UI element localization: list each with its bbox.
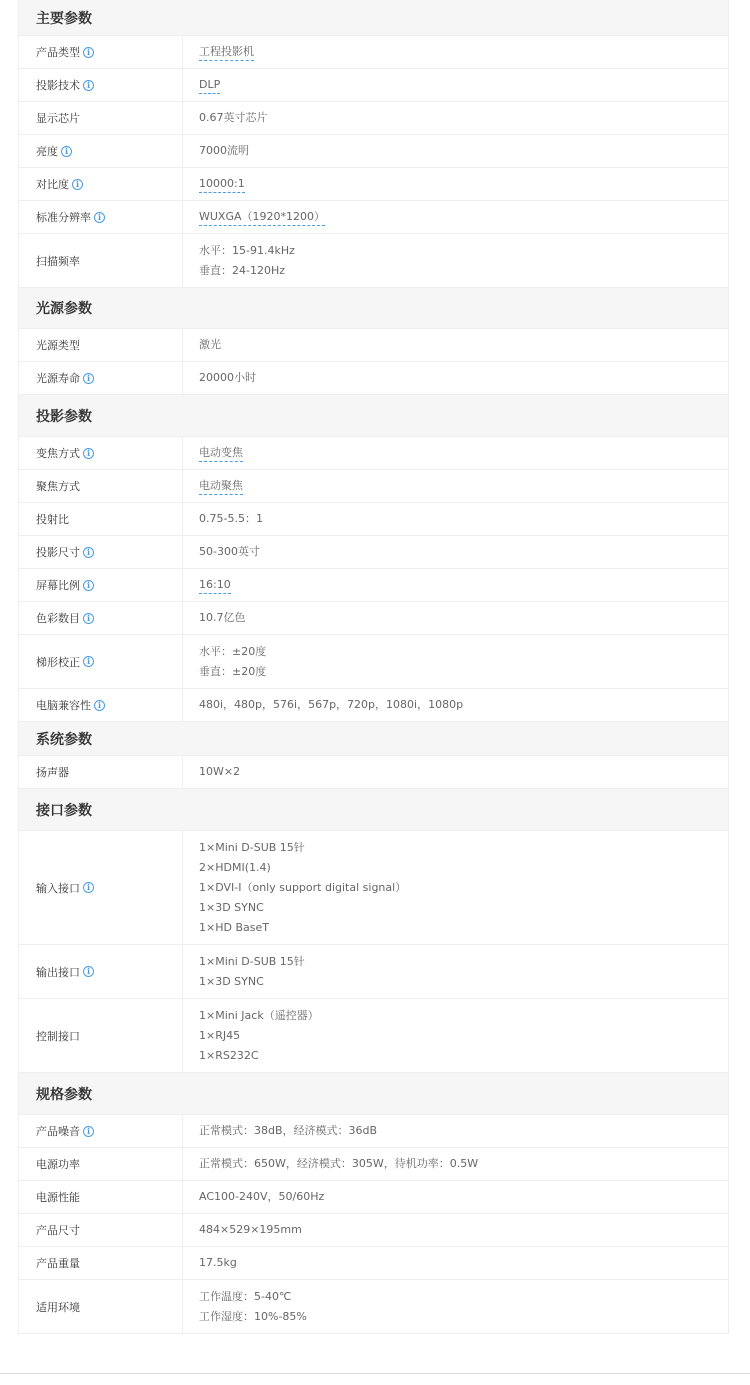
spec-key-label: 显示芯片 bbox=[36, 112, 80, 125]
spec-value-link[interactable]: 电动变焦 bbox=[199, 445, 243, 462]
info-icon[interactable]: i bbox=[61, 146, 72, 157]
spec-value-line: 垂直：±20度 bbox=[199, 664, 267, 678]
spec-row bbox=[19, 470, 728, 503]
spec-value-line: 水平：15-91.4kHz bbox=[199, 243, 295, 257]
info-icon[interactable]: i bbox=[83, 966, 94, 977]
info-icon[interactable]: i bbox=[83, 1126, 94, 1137]
spec-value-cell bbox=[183, 602, 728, 634]
spec-value-line: 1×Mini D-SUB 15针 bbox=[199, 840, 305, 854]
spec-key-label: 电脑兼容性 bbox=[36, 699, 91, 712]
spec-value-cell bbox=[183, 470, 728, 502]
spec-key-cell bbox=[19, 1214, 183, 1246]
section-header: 接口参数 bbox=[19, 789, 728, 831]
spec-key-label: 控制接口 bbox=[36, 1029, 80, 1043]
spec-row bbox=[19, 602, 728, 635]
section-header: 主要参数 bbox=[19, 0, 728, 36]
spec-value-line: 0.75-5.5：1 bbox=[199, 512, 263, 525]
spec-key-label: 投影技术 bbox=[36, 79, 80, 92]
spec-value-link[interactable]: 工程投影机 bbox=[199, 44, 254, 61]
spec-key-cell bbox=[19, 569, 183, 601]
spec-key-label: 产品尺寸 bbox=[36, 1224, 80, 1237]
spec-key-cell bbox=[19, 945, 183, 998]
spec-key-cell bbox=[19, 69, 183, 101]
spec-key-cell bbox=[19, 1148, 183, 1180]
info-icon[interactable]: i bbox=[83, 448, 94, 459]
spec-key-label: 电源功率 bbox=[36, 1158, 80, 1171]
spec-key-label: 投射比 bbox=[36, 513, 69, 526]
spec-key-label: 输入接口 bbox=[36, 881, 80, 895]
spec-value-link[interactable]: DLP bbox=[199, 77, 220, 94]
spec-value-cell bbox=[183, 569, 728, 601]
spec-value-cell bbox=[183, 831, 728, 944]
spec-value-line: 1×DVI-I（only support digital signal） bbox=[199, 880, 407, 894]
spec-value-link[interactable]: 16:10 bbox=[199, 577, 231, 594]
spec-value-line: 2×HDMI(1.4) bbox=[199, 860, 271, 874]
spec-key-label: 输出接口 bbox=[36, 965, 80, 979]
spec-row bbox=[19, 756, 728, 789]
spec-value-line: AC100-240V，50/60Hz bbox=[199, 1190, 325, 1203]
spec-row bbox=[19, 1148, 728, 1181]
info-icon[interactable]: i bbox=[94, 212, 105, 223]
spec-value-cell bbox=[183, 1214, 728, 1246]
info-icon[interactable]: i bbox=[83, 47, 94, 58]
spec-value-line: 正常模式：650W，经济模式：305W，待机功率：0.5W bbox=[199, 1157, 479, 1170]
spec-value-cell bbox=[183, 536, 728, 568]
info-icon[interactable]: i bbox=[83, 882, 94, 893]
spec-value-line: 1×3D SYNC bbox=[199, 974, 264, 988]
spec-value-cell bbox=[183, 36, 728, 68]
spec-row bbox=[19, 999, 728, 1073]
info-icon[interactable]: i bbox=[83, 656, 94, 667]
section-header: 系统参数 bbox=[19, 722, 728, 756]
spec-value-line: 480i，480p，576i，567p，720p，1080i，1080p bbox=[199, 698, 464, 711]
spec-value-line: 垂直：24-120Hz bbox=[199, 263, 286, 277]
spec-key-cell bbox=[19, 1115, 183, 1147]
spec-value-line: 1×Mini D-SUB 15针 bbox=[199, 954, 305, 968]
spec-key-cell bbox=[19, 168, 183, 200]
spec-row bbox=[19, 831, 728, 945]
spec-value-line: 1×3D SYNC bbox=[199, 900, 264, 914]
spec-key-label: 对比度 bbox=[36, 178, 69, 191]
spec-row bbox=[19, 689, 728, 722]
spec-key-label: 变焦方式 bbox=[36, 447, 80, 460]
spec-value-line: 20000小时 bbox=[199, 371, 256, 384]
spec-value-cell bbox=[183, 69, 728, 101]
spec-key-cell bbox=[19, 201, 183, 233]
spec-value-line: 7000流明 bbox=[199, 144, 249, 157]
spec-key-cell bbox=[19, 756, 183, 788]
spec-row bbox=[19, 102, 728, 135]
spec-row bbox=[19, 36, 728, 69]
spec-value-cell bbox=[183, 135, 728, 167]
spec-row bbox=[19, 1181, 728, 1214]
spec-key-cell bbox=[19, 602, 183, 634]
spec-value-link[interactable]: WUXGA（1920*1200） bbox=[199, 209, 325, 226]
spec-value-cell bbox=[183, 689, 728, 721]
spec-table bbox=[18, 0, 729, 1334]
spec-value-cell bbox=[183, 945, 728, 998]
spec-key-cell bbox=[19, 102, 183, 134]
spec-value-cell bbox=[183, 503, 728, 535]
spec-key-label: 产品噪音 bbox=[36, 1125, 80, 1138]
spec-value-link[interactable]: 10000:1 bbox=[199, 176, 245, 193]
spec-key-label: 光源类型 bbox=[36, 339, 80, 352]
info-icon[interactable]: i bbox=[72, 179, 83, 190]
spec-value-line: 工作湿度：10%-85% bbox=[199, 1309, 307, 1323]
spec-value-line: 水平：±20度 bbox=[199, 644, 267, 658]
spec-key-cell bbox=[19, 536, 183, 568]
spec-row bbox=[19, 362, 728, 395]
spec-key-label: 梯形校正 bbox=[36, 655, 80, 669]
section-header: 规格参数 bbox=[19, 1073, 728, 1115]
spec-row bbox=[19, 503, 728, 536]
section-header: 光源参数 bbox=[19, 288, 728, 329]
spec-value-line: 正常模式：38dB，经济模式：36dB bbox=[199, 1124, 378, 1137]
spec-row bbox=[19, 1115, 728, 1148]
spec-row bbox=[19, 168, 728, 201]
spec-key-cell bbox=[19, 635, 183, 688]
spec-key-label: 聚焦方式 bbox=[36, 480, 80, 493]
spec-value-cell bbox=[183, 1181, 728, 1213]
spec-row bbox=[19, 437, 728, 470]
info-icon[interactable]: i bbox=[83, 80, 94, 91]
info-icon[interactable]: i bbox=[83, 613, 94, 624]
spec-row bbox=[19, 945, 728, 999]
spec-key-label: 屏幕比例 bbox=[36, 579, 80, 592]
spec-key-cell bbox=[19, 503, 183, 535]
spec-key-label: 亮度 bbox=[36, 145, 58, 158]
spec-value-cell bbox=[183, 168, 728, 200]
info-icon[interactable]: i bbox=[83, 373, 94, 384]
spec-key-cell bbox=[19, 831, 183, 944]
spec-key-cell bbox=[19, 1181, 183, 1213]
spec-key-cell bbox=[19, 470, 183, 502]
spec-value-cell bbox=[183, 1115, 728, 1147]
spec-value-cell bbox=[183, 1148, 728, 1180]
spec-value-cell bbox=[183, 437, 728, 469]
spec-value-line: 激光 bbox=[199, 338, 221, 351]
spec-key-label: 产品类型 bbox=[36, 46, 80, 59]
spec-row bbox=[19, 635, 728, 689]
spec-value-line: 1×HD BaseT bbox=[199, 920, 269, 934]
spec-row bbox=[19, 234, 728, 288]
spec-key-cell bbox=[19, 362, 183, 394]
spec-value-cell bbox=[183, 234, 728, 287]
spec-row bbox=[19, 1280, 728, 1334]
spec-row bbox=[19, 569, 728, 602]
spec-value-line: 17.5kg bbox=[199, 1256, 237, 1269]
spec-row bbox=[19, 536, 728, 569]
spec-key-label: 产品重量 bbox=[36, 1257, 80, 1270]
spec-key-label: 适用环境 bbox=[36, 1300, 80, 1314]
spec-key-label: 扫描频率 bbox=[36, 254, 80, 268]
spec-key-cell bbox=[19, 234, 183, 287]
spec-value-cell bbox=[183, 756, 728, 788]
spec-value-cell bbox=[183, 329, 728, 361]
spec-value-line: 484×529×195mm bbox=[199, 1223, 302, 1236]
spec-value-line: 1×RS232C bbox=[199, 1048, 259, 1062]
spec-value-line: 1×RJ45 bbox=[199, 1028, 241, 1042]
spec-key-cell bbox=[19, 135, 183, 167]
spec-value-line: 50-300英寸 bbox=[199, 545, 260, 558]
spec-value-cell bbox=[183, 1247, 728, 1279]
spec-key-cell bbox=[19, 1247, 183, 1279]
spec-value-cell bbox=[183, 1280, 728, 1333]
spec-value-cell bbox=[183, 102, 728, 134]
spec-row bbox=[19, 69, 728, 102]
spec-key-label: 光源寿命 bbox=[36, 372, 80, 385]
spec-row bbox=[19, 1247, 728, 1280]
spec-value-line: 10.7亿色 bbox=[199, 611, 246, 624]
spec-value-line: 0.67英寸芯片 bbox=[199, 111, 268, 124]
spec-key-label: 色彩数目 bbox=[36, 612, 80, 625]
spec-value-cell bbox=[183, 635, 728, 688]
spec-key-label: 电源性能 bbox=[36, 1191, 80, 1204]
spec-key-label: 投影尺寸 bbox=[36, 546, 80, 559]
spec-value-cell bbox=[183, 999, 728, 1072]
spec-row bbox=[19, 201, 728, 234]
spec-key-cell bbox=[19, 36, 183, 68]
info-icon[interactable]: i bbox=[83, 580, 94, 591]
spec-row bbox=[19, 135, 728, 168]
spec-row bbox=[19, 329, 728, 362]
info-icon[interactable]: i bbox=[83, 547, 94, 558]
spec-value-line: 工作温度：5-40℃ bbox=[199, 1289, 292, 1303]
spec-value-link[interactable]: 电动聚焦 bbox=[199, 478, 243, 495]
spec-key-cell bbox=[19, 689, 183, 721]
bottom-divider bbox=[0, 1373, 750, 1374]
spec-value-cell bbox=[183, 362, 728, 394]
spec-key-cell bbox=[19, 999, 183, 1072]
spec-value-cell bbox=[183, 201, 728, 233]
spec-key-label: 扬声器 bbox=[36, 766, 69, 779]
spec-row bbox=[19, 1214, 728, 1247]
spec-key-cell bbox=[19, 437, 183, 469]
spec-value-line: 1×Mini Jack（遥控器） bbox=[199, 1008, 319, 1022]
section-header: 投影参数 bbox=[19, 395, 728, 437]
spec-value-line: 10W×2 bbox=[199, 765, 241, 778]
spec-key-cell bbox=[19, 329, 183, 361]
info-icon[interactable]: i bbox=[94, 700, 105, 711]
spec-key-label: 标准分辨率 bbox=[36, 211, 91, 224]
spec-key-cell bbox=[19, 1280, 183, 1333]
